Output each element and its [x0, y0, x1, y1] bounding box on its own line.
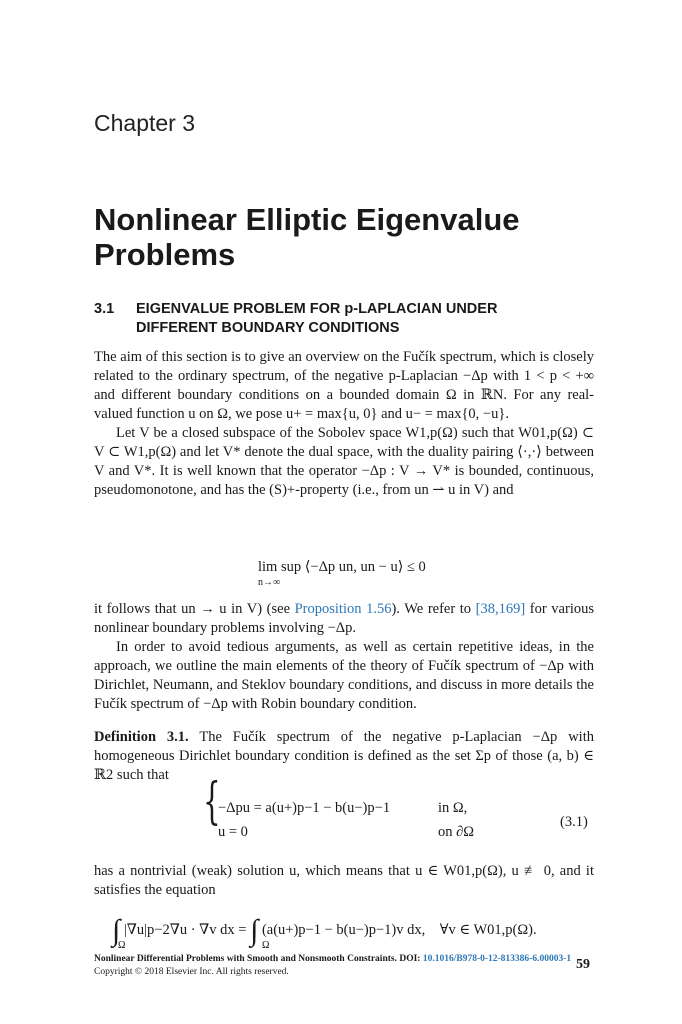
reference-link[interactable]: [38,169]: [475, 601, 526, 617]
para3-middle: ). We refer to: [391, 601, 476, 617]
weak-form-lhs: |∇u|p−2∇u · ∇v dx =: [123, 922, 247, 938]
page-number: 59: [576, 957, 590, 972]
weak-form-rhs: (a(u+)p−1 − b(u−)p−1)v dx,: [261, 922, 426, 938]
weak-formulation-equation: [112, 908, 537, 947]
system-line1-equation: −Δpu = a(u+)p−1 − b(u−)p−1: [218, 800, 391, 816]
chapter-label: Chapter 3: [94, 110, 196, 136]
chapter-title: [94, 202, 594, 272]
equation-number: (3.1): [560, 814, 588, 830]
para3-before: it follows that un → u in V) (see: [94, 601, 295, 617]
section-title-line2: DIFFERENT BOUNDARY CONDITIONS: [136, 320, 400, 336]
paragraph-2: Let V be a closed subspace of the Sobolev space W1,p(Ω) such that W01,p(Ω) ⊂ V ⊂ W1,p(Ω) and let V* denote the dual space, with the duality pairing ⟨·,·⟩ between V and V*. It is well known that the operator −Δp : V → V* is bounded, continuous, pseudomonotone, and has the (S)+-property (i.e., from un ⇀ u in V) and: [94, 425, 594, 498]
system-line2-condition: on ∂Ω: [438, 824, 475, 840]
chapter-title-line2: Problems: [94, 237, 236, 272]
display-equation-limsup: [258, 559, 426, 576]
system-line1-condition: in Ω,: [438, 800, 468, 816]
definition-block: [94, 728, 594, 785]
footer-citation: [94, 953, 594, 966]
paragraph-solution: [94, 862, 594, 900]
footer-copyright: Copyright © 2018 Elsevier Inc. All rights reserved.: [94, 967, 289, 977]
page-footer: [94, 953, 594, 979]
integral-sign-right: ∫: [250, 914, 259, 947]
paragraph-4: In order to avoid tedious arguments, as well as certain repetitive ideas, in the approach, we outline the main elements of the theory of Fučík spectrum of −Δp with Dirichlet, Neumann, and Steklov boundary conditions, and discuss in more details the Fučík spectrum of −Δp with Robin boundary condition.: [94, 639, 594, 712]
section-title: [136, 300, 594, 338]
paragraph-1: The aim of this section is to give an overview on the Fučík spectrum, which is closely related to the ordinary spectrum, of the negative p-Laplacian −Δp with 1 < p < +∞ and different boundary conditions on a bounded domain Ω in ℝN. For any real-valued function u on Ω, we pose u+ = max{u, 0} and u− = max{0, −u}.: [94, 349, 594, 422]
footer-book-title: Nonlinear Differential Problems with Smooth and Nonsmooth Constraints.: [94, 954, 397, 964]
paragraph-continuation: [94, 600, 594, 785]
paragraph-intro: [94, 348, 594, 500]
section-number: 3.1: [94, 301, 115, 317]
system-brace: {: [203, 772, 221, 830]
paragraph-5: has a nontrivial (weak) solution u, which means that u ∈ W01,p(Ω), u ≢ 0, and it satisfies the equation: [94, 863, 594, 898]
integral-domain-right: Ω: [262, 940, 270, 951]
para3-after: for various nonlinear boundary problems involving −Δp.: [94, 601, 594, 636]
chapter-title-line1: Nonlinear Elliptic Eigenvalue: [94, 202, 520, 237]
footer-doi-label: DOI:: [399, 954, 421, 964]
section-title-line1: EIGENVALUE PROBLEM FOR p-LAPLACIAN UNDER: [136, 301, 498, 317]
integral-sign-left: ∫: [112, 914, 121, 947]
footer-doi-link[interactable]: 10.1016/B978-0-12-813386-6.00003-1: [422, 954, 572, 964]
paragraph-3: [94, 600, 594, 638]
weak-form-quantifier: ∀v ∈ W01,p(Ω).: [439, 922, 537, 938]
definition-text: The Fučík spectrum of the negative p-Laplacian −Δp with homogeneous Dirichlet boundary condition is defined as the set Σp of those (a, b) ∈ ℝ2 such that: [94, 729, 594, 783]
proposition-link[interactable]: Proposition 1.56: [294, 601, 392, 617]
limsup-expression: lim sup ⟨−Δp un, un − u⟩ ≤ 0: [258, 559, 426, 575]
integral-domain-left: Ω: [118, 940, 126, 951]
section-heading: [94, 300, 594, 338]
definition-label: Definition 3.1.: [94, 729, 189, 745]
limsup-subscript: n→∞: [258, 577, 281, 588]
system-line2-equation: u = 0: [218, 824, 248, 840]
